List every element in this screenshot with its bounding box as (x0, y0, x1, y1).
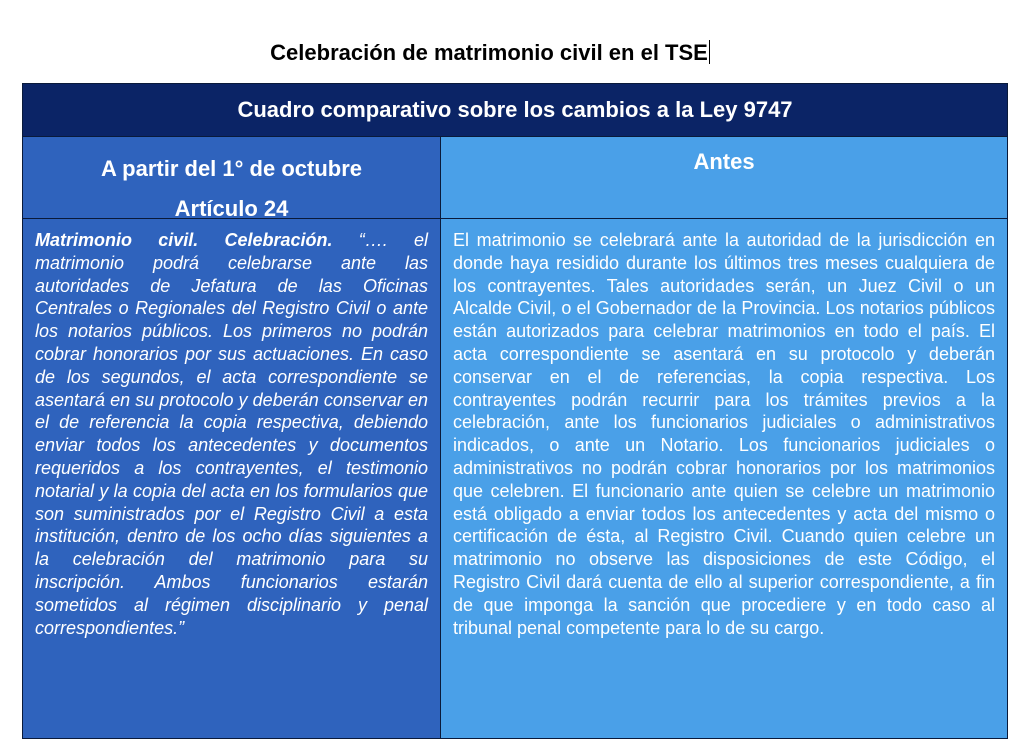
article-lead: Matrimonio civil. Celebración. (35, 230, 333, 250)
column-new-law-date: A partir del 1° de octubre (100, 156, 363, 181)
column-new-law (23, 137, 441, 738)
column-before-text: El matrimonio se celebrará ante la autoridad de la jurisdicción en donde haya residido durante los últimos tres meses cualquiera de los contrayentes. Tales autoridades serán, un Juez Civil o un Alcalde Civil, o el Gobernador de la Provincia. Los notarios públicos están autorizados para celebrar matrimonios en todo el país. El acta correspondiente se asentará en su protocolo y deberán conservar en el de referencias, la copia respectiva. Los contrayentes podrán recurrir para los trámites previos a la celebración, ante los funcionarios judiciales o administrativos indicados, o ante un Notario. Los funcionarios judiciales o administrativos no podrán cobrar honorarios por los matrimonios que celebren. El funcionario ante quien se celebre un matrimonio está obligado a enviar todos los antecedentes y acta del mismo o certificación de ésta, al Registro Civil. Cuando quien celebre un matrimonio no observe las disposiciones de este Código, el Registro Civil dará cuenta de ello al superior correspondiente, a fin de que imponga la sanción que procediere y en todo caso al tribunal penal competente para lo de su cargo. (453, 230, 995, 638)
document-title-text[interactable]: Celebración de matrimonio civil en el TSE (270, 40, 708, 65)
document-title[interactable] (0, 40, 980, 66)
column-new-law-text (23, 219, 440, 639)
text-cursor (709, 40, 710, 64)
article-body: “…. el matrimonio podrá celebrarse ante las autoridades de Jefatura de las Oficinas Centrales o Regionales del Registro Civil o ante los notarios públicos. Los primeros no podrán cobrar honorarios por sus actuaciones. En caso de los segundos, el acta correspondiente se asentará en su protocolo y deberán conservar en el de referencia la copia respectiva, debiendo enviar todos los antecedentes y documentos requeridos a los contrayentes, el testimonio notarial y la copia del acta en los formularios que son suministrados por el Registro Civil a esta institución, dentro de los ocho días siguientes a la celebración del matrimonio para su inscripción. Ambos funcionarios estarán sometidos al régimen disciplinario y penal correspondientes.” (35, 230, 428, 638)
column-new-law-article: Artículo 24 (174, 196, 289, 221)
column-before-heading: Antes (441, 137, 1007, 219)
table-header: Cuadro comparativo sobre los cambios a la Ley 9747 (23, 84, 1007, 137)
column-new-law-heading (23, 137, 440, 219)
column-before (441, 137, 1007, 738)
comparison-table (22, 83, 1008, 739)
